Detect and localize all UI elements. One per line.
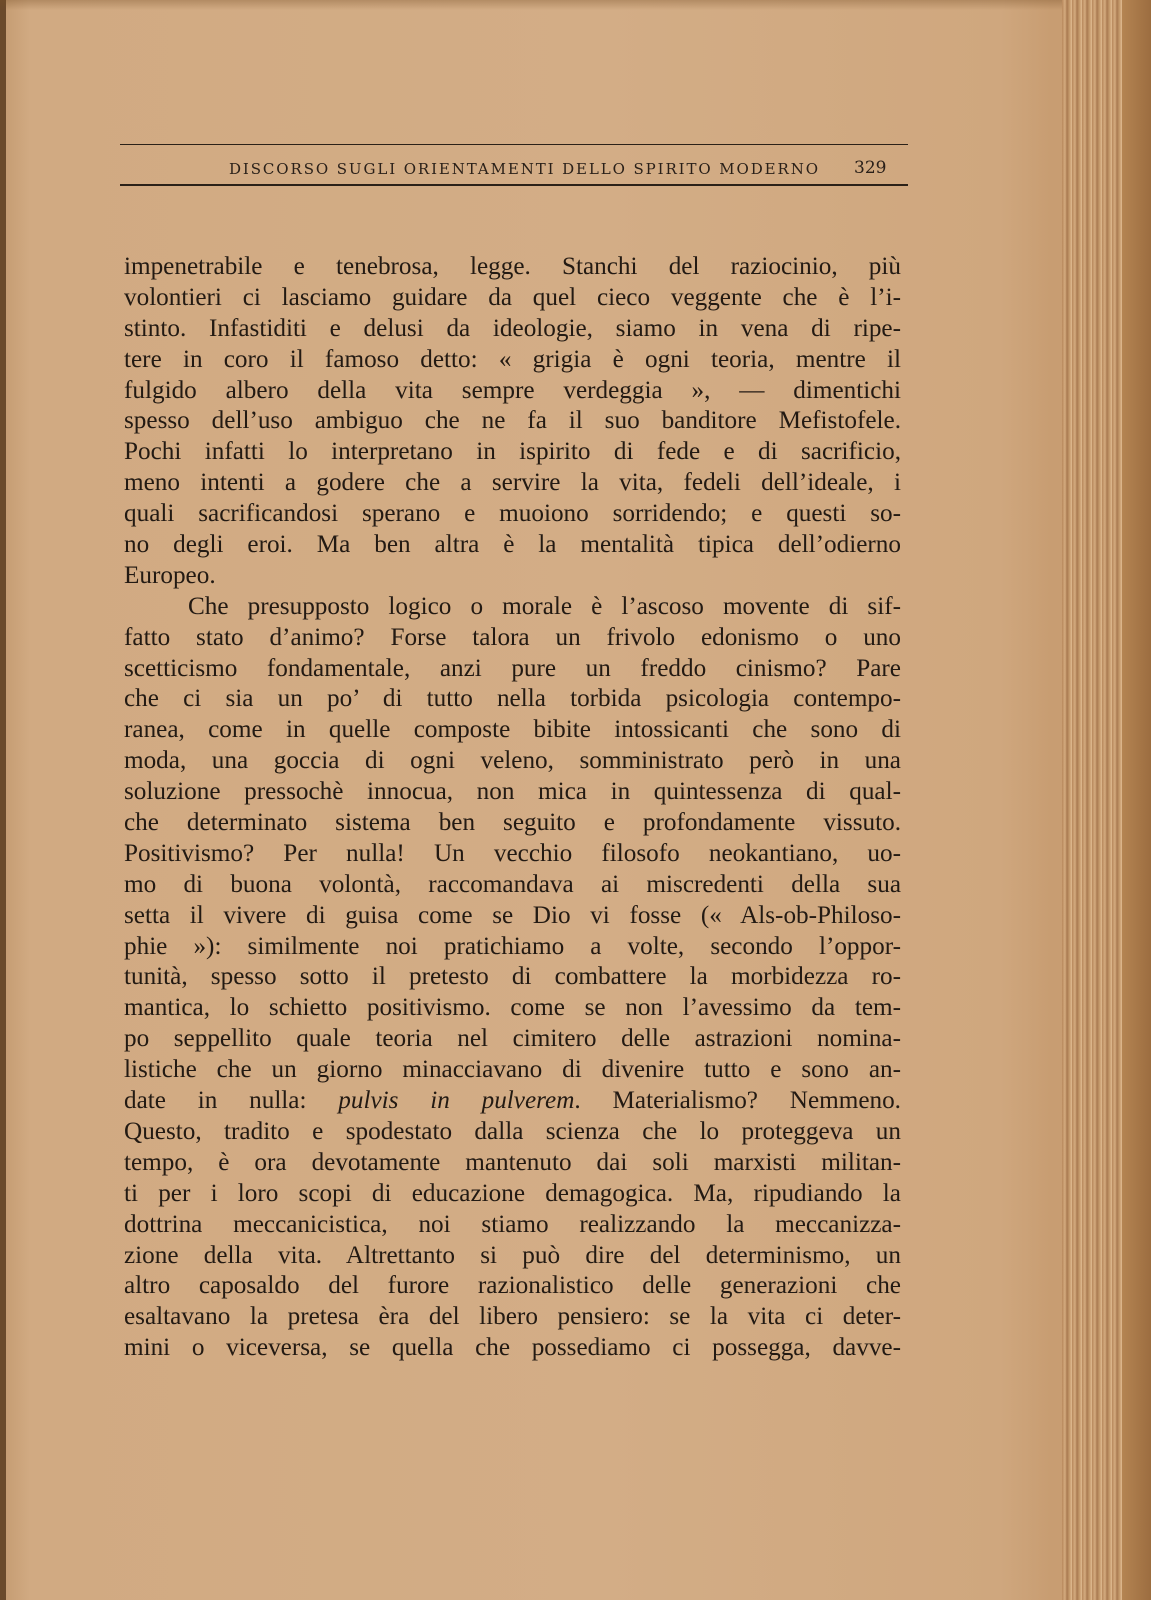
text-line: stinto. Infastiditi e delusi da ideologie, siamo in vena di ripe- [124,314,901,342]
book-cover-edge [1122,0,1151,1600]
body-text [124,252,901,1364]
text-line: altro caposaldo del furore razionalistico delle generazioni che [124,1272,901,1300]
text-line-latin [124,1086,901,1117]
text-line: moda, una goccia di ogni veleno, somministrato però in una [124,747,901,775]
text-line: Positivismo? Per nulla! Un vecchio filosofo neokantiano, uo- [124,839,901,867]
text-line: setta il vivere di guisa come se Dio vi fosse (« Als-ob-Philoso- [124,901,901,929]
paragraph-1 [124,252,901,592]
text-line: tempo, è ora devotamente mantenuto dai soli marxisti militan- [124,1148,901,1176]
text-line: Europeo. [124,561,216,589]
text-line: esaltavano la pretesa èra del libero pensiero: se la vita ci deter- [124,1303,901,1331]
text-line: phie »): similmente noi pratichiamo a volte, secondo l’oppor- [124,932,901,960]
text-line: listiche che un giorno minacciavano di divenire tutto e sono an- [124,1056,901,1084]
text-line: meno intenti a godere che a servire la vita, fedeli dell’ideale, i [124,469,901,497]
text-line: Pochi infatti lo interpretano in ispirito di fede e di sacrificio, [124,438,901,466]
paragraph-2 [124,592,901,1364]
text-line: volontieri ci lasciamo guidare da quel cieco veggente che è l’i- [124,283,901,311]
text-line: tere in coro il famoso detto: « grigia è ogni teoria, mentre il [124,345,901,373]
text-line: Questo, tradito e spodestato dalla scienza che lo proteggeva un [124,1117,901,1145]
text-line: quali sacrificandosi sperano e muoiono sorridendo; e questi so- [124,500,901,528]
text-line: mo di buona volontà, raccomandava ai miscredenti della sua [124,870,901,898]
text-line: fatto stato d’animo? Forse talora un frivolo edonismo o uno [124,623,901,651]
text-line: po seppellito quale teoria nel cimitero delle astrazioni nomina- [124,1025,901,1053]
header-rule-top [120,144,908,145]
text-line: tunità, spesso sotto il pretesto di combattere la morbidezza ro- [124,963,901,991]
text-line: fulgido albero della vita sempre verdeggia », — dimentichi [124,376,901,404]
page-edges-stack [1062,0,1151,1600]
book-gutter [0,0,6,1600]
text-line: no degli eroi. Ma ben altra è la mentalità tipica dell’odierno [124,531,901,559]
text-line: impenetrabile e tenebrosa, legge. Stanchi del raziocinio, più [124,253,901,280]
latin-before: date in nulla: [124,1087,339,1115]
text-line: che ci sia un po’ di tutto nella torbida psicologia contempo- [124,685,901,713]
running-head: DISCORSO SUGLI ORIENTAMENTI DELLO SPIRITO MODERNO [229,160,820,178]
latin-after: . Materialismo? Nemmeno. [574,1087,901,1115]
text-line: scetticismo fondamentale, anzi pure un freddo cinismo? Pare [124,654,901,682]
text-line: mini o viceversa, se quella che possediamo ci possegga, davve- [124,1334,901,1362]
text-line: dottrina meccanicistica, noi stiamo realizzando la meccanizza- [124,1210,901,1238]
text-line: Che presupposto logico o morale è l’ascoso movente di sif- [188,592,901,620]
text-line: mantica, lo schietto positivismo. come se non l’avessimo da tem- [124,994,901,1022]
text-line: spesso dell’uso ambiguo che ne fa il suo banditore Mefistofele. [124,407,901,435]
text-line: ranea, come in quelle composte bibite intossicanti che sono di [124,716,901,744]
page-number: 329 [854,158,887,178]
header-rule-bottom [120,184,908,186]
latin-phrase: pulvis in pulverem [338,1087,575,1115]
text-line: che determinato sistema ben seguito e profondamente vissuto. [124,809,901,837]
text-line: zione della vita. Altrettanto si può dire del determinismo, un [124,1241,901,1269]
text-line: soluzione pressochè innocua, non mica in quintessenza di qual- [124,778,901,806]
page-top-shadow [0,0,1151,10]
text-line: ti per i loro scopi di educazione demagogica. Ma, ripudiando la [124,1179,901,1207]
